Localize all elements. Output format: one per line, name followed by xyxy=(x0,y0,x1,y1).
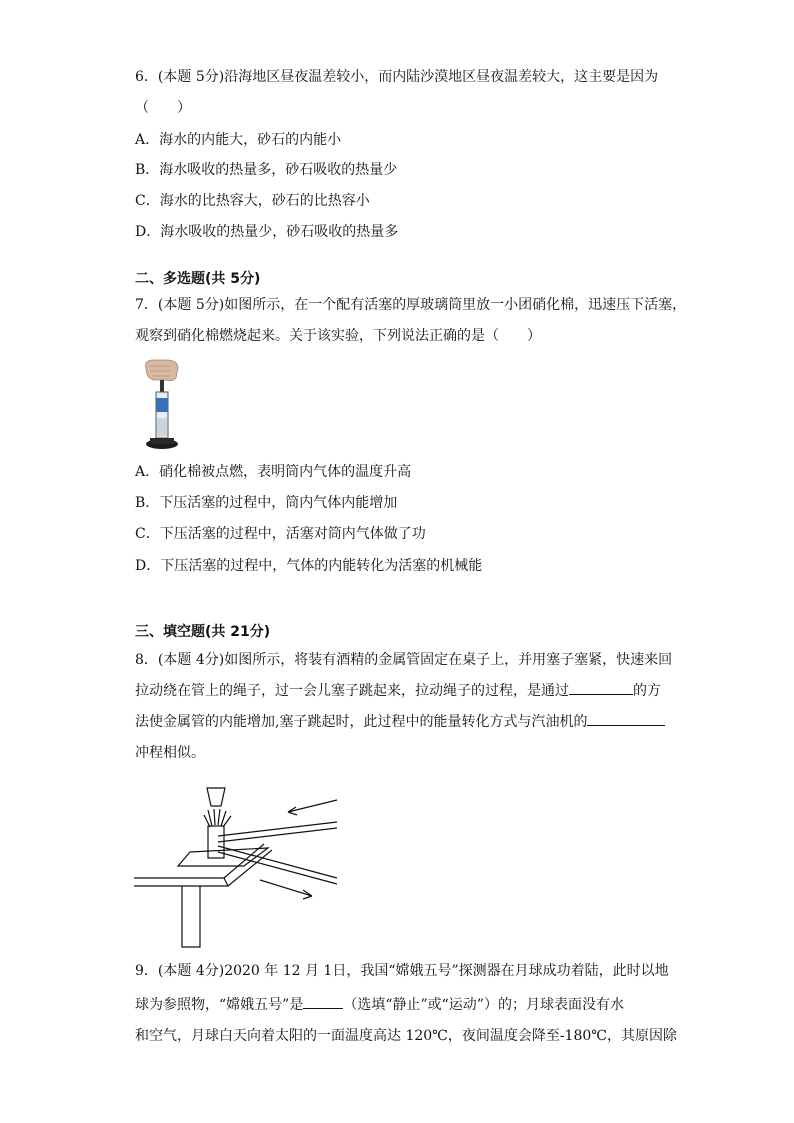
q7-option-c: C．下压活塞的过程中，活塞对筒内气体做了功 xyxy=(135,526,426,542)
q7-stem-line-2: 观察到硝化棉燃烧起来。关于该实验，下列说法正确的是（ ） xyxy=(135,328,541,344)
q7-stem-line-1: 7．(本题 5分)如图所示，在一个配有活塞的厚玻璃筒里放一小团硝化棉，迅速压下活塞， xyxy=(135,297,687,313)
q6-stem-line-1: 6．(本题 5分)沿海地区昼夜温差较小，而内陆沙漠地区昼夜温差较大，这主要是因为 xyxy=(135,69,659,85)
q8-line-3 xyxy=(135,711,665,732)
q9-line-2-text-a: 球为参照物，“嫦娥五号”是 xyxy=(135,997,304,1013)
q7-option-a: A．硝化棉被点燃，表明筒内气体的温度升高 xyxy=(135,464,412,480)
q9-line-2-text-b: （选填“静止”或“运动”）的；月球表面没有水 xyxy=(343,997,624,1013)
q8-line-2-text-b: 的方 xyxy=(633,683,661,699)
q8-line-2 xyxy=(135,680,661,701)
section-fill-in-heading: 三、填空题(共 21分) xyxy=(135,624,271,640)
q9-line-2 xyxy=(135,994,624,1015)
section-multiple-choice-heading: 二、多选题(共 5分) xyxy=(135,271,261,287)
q6-option-d: D．海水吸收的热量少，砂石吸收的热量多 xyxy=(135,224,399,240)
q6-option-c: C．海水的比热容大，砂石的比热容小 xyxy=(135,193,370,209)
q7-option-b: B．下压活塞的过程中，筒内气体内能增加 xyxy=(135,495,398,511)
piston-cylinder-figure xyxy=(138,358,188,453)
q9-line-3: 和空气，月球白天向着太阳的一面温度高达 120℃，夜间温度会降至-180℃，其原因除 xyxy=(135,1028,677,1044)
q6-option-b: B．海水吸收的热量多，砂石吸收的热量少 xyxy=(135,162,398,178)
q6-option-a: A．海水的内能大，砂石的内能小 xyxy=(135,132,342,148)
q9-answer-blank-1[interactable] xyxy=(303,994,343,1009)
q9-line-1: 9．(本题 4分)2020 年 12 月 1日，我国“嫦娥五号”探测器在月球成功着陆，此时以地 xyxy=(135,963,669,979)
q7-option-d: D．下压活塞的过程中，气体的内能转化为活塞的机械能 xyxy=(135,558,483,574)
q8-line-3-text: 法使金属管的内能增加,塞子跳起时，此过程中的能量转化方式与汽油机的 xyxy=(135,714,588,730)
metal-tube-table-figure xyxy=(132,782,342,952)
q6-stem-line-2: （ ） xyxy=(135,100,191,116)
q8-line-1: 8．(本题 4分)如图所示，将装有酒精的金属管固定在桌子上，并用塞子塞紧，快速来回 xyxy=(135,652,673,668)
q8-answer-blank-2[interactable] xyxy=(587,711,665,726)
q8-line-4: 冲程相似。 xyxy=(135,745,205,761)
q8-answer-blank-1[interactable] xyxy=(569,680,633,695)
q8-line-2-text-a: 拉动绕在管上的绳子，过一会儿塞子跳起来，拉动绳子的过程，是通过 xyxy=(135,683,569,699)
